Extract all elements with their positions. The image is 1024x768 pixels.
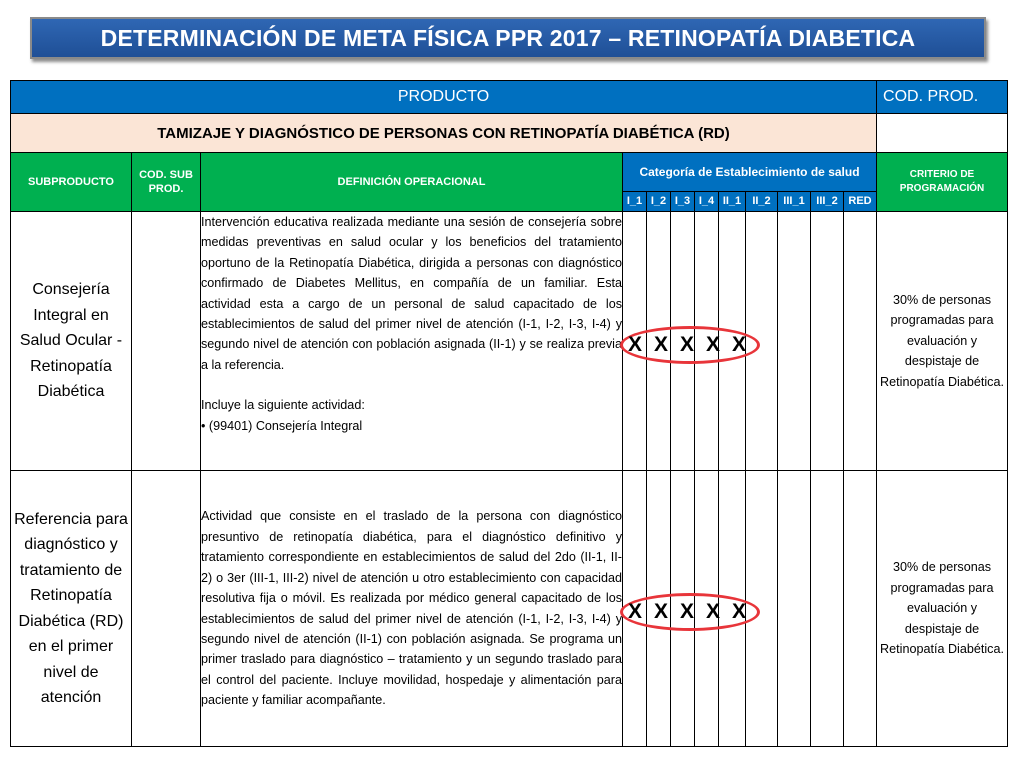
x-mark: X [705, 600, 720, 623]
cod-prod-header: COD. PROD. [877, 81, 1008, 114]
definicion-text: Actividad que consiste en el traslado de la persona con diagnóstico presuntivo de retinopatía diabética, para el diagnóstico definitivo y tratamiento correspondiente en establecimientos de salud del 2do (II-1, II-2) o 3er (III-1, III-2) nivel de atención u otro establecimiento con capacidad resolutiva fija o móvil. Es realizada por médico general capacitado de los establecimientos de salud del primer nivel de atención (I-1, I-2, I-3, I-4) y segundo nivel de atención (II-1) con población asignada. Se programa un primer traslado para diagnóstico – tratamiento y un segundo traslado para el control del paciente. Incluye movilidad, hospedaje y alimentación para paciente y familiar acompañante. [201, 509, 622, 708]
marks-row-2 [622, 601, 762, 623]
level-i1: I_1 [623, 191, 647, 211]
x-mark: X [653, 333, 668, 356]
marks-row-1 [622, 334, 762, 356]
x-mark: X [627, 333, 642, 356]
x-mark: X [627, 600, 642, 623]
criterio-cell: 30% de personas programadas para evaluación y despistaje de Retinopatía Diabética. [877, 212, 1008, 471]
level-iii1: III_1 [778, 191, 811, 211]
mark-cell [844, 471, 877, 747]
table-row [11, 471, 1008, 747]
producto-header: PRODUCTO [11, 81, 877, 114]
actividad-label: Incluye la siguiente actividad: [201, 398, 365, 413]
definicion-cell [201, 471, 623, 747]
categoria-header: Categoría de Establecimiento de salud [623, 153, 877, 192]
x-mark: X [653, 600, 668, 623]
actividad-item: • (99401) Consejería Integral [201, 418, 363, 433]
subproducto-cell: Consejería Integral en Salud Ocular - Retinopatía Diabética [11, 212, 132, 471]
mark-cell [778, 471, 811, 747]
criterio-cell: 30% de personas programadas para evaluación y despistaje de Retinopatía Diabética. [877, 471, 1008, 747]
x-mark: X [705, 333, 720, 356]
title-banner [30, 17, 986, 59]
x-mark: X [731, 600, 746, 623]
meta-fisica-table [10, 80, 1008, 747]
level-i3: I_3 [671, 191, 695, 211]
mark-cell [811, 471, 844, 747]
level-i2: I_2 [647, 191, 671, 211]
cod-prod-value [877, 114, 1008, 153]
subproducto-cell: Referencia para diagnóstico y tratamiento de Retinopatía Diabética (RD) en el primer nivel de atención [11, 471, 132, 747]
criterio-header: CRITERIO DE PROGRAMACIÓN [877, 153, 1008, 212]
definicion-text: Intervención educativa realizada mediante una sesión de consejería sobre medidas preventivas en salud ocular y los beneficios del tratamiento oportuno de la Retinopatía Diabética, dirigida a personas con diagnóstico confirmado de Diabetes Mellitus, en compañía de un familiar. Esta actividad esta a cargo de un personal de salud capacitado de los establecimientos de salud del primer nivel de atención (I-1, I-2, I-3, I-4) y segundo nivel de atención con población asignada (II-1) y se realiza previa a la referencia. [201, 215, 622, 372]
definicion-cell [201, 212, 623, 471]
cod-sub-prod-cell [132, 212, 201, 471]
x-mark: X [679, 600, 694, 623]
mark-cell [811, 212, 844, 471]
level-red: RED [844, 191, 877, 211]
subproducto-header: SUBPRODUCTO [11, 153, 132, 212]
x-mark: X [679, 333, 694, 356]
level-iii2: III_2 [811, 191, 844, 211]
page-title: DETERMINACIÓN DE META FÍSICA PPR 2017 – RETINOPATÍA DIABETICA [100, 24, 916, 51]
level-i4: I_4 [695, 191, 719, 211]
cod-sub-prod-header: COD. SUB PROD. [132, 153, 201, 212]
cod-sub-prod-cell [132, 471, 201, 747]
x-mark: X [731, 333, 746, 356]
level-ii2: II_2 [746, 191, 778, 211]
mark-cell [844, 212, 877, 471]
level-ii1: II_1 [719, 191, 746, 211]
mark-cell [778, 212, 811, 471]
table-row [11, 212, 1008, 471]
producto-name: TAMIZAJE Y DIAGNÓSTICO DE PERSONAS CON RETINOPATÍA DIABÉTICA (RD) [11, 114, 877, 153]
definicion-header: DEFINICIÓN OPERACIONAL [201, 153, 623, 212]
